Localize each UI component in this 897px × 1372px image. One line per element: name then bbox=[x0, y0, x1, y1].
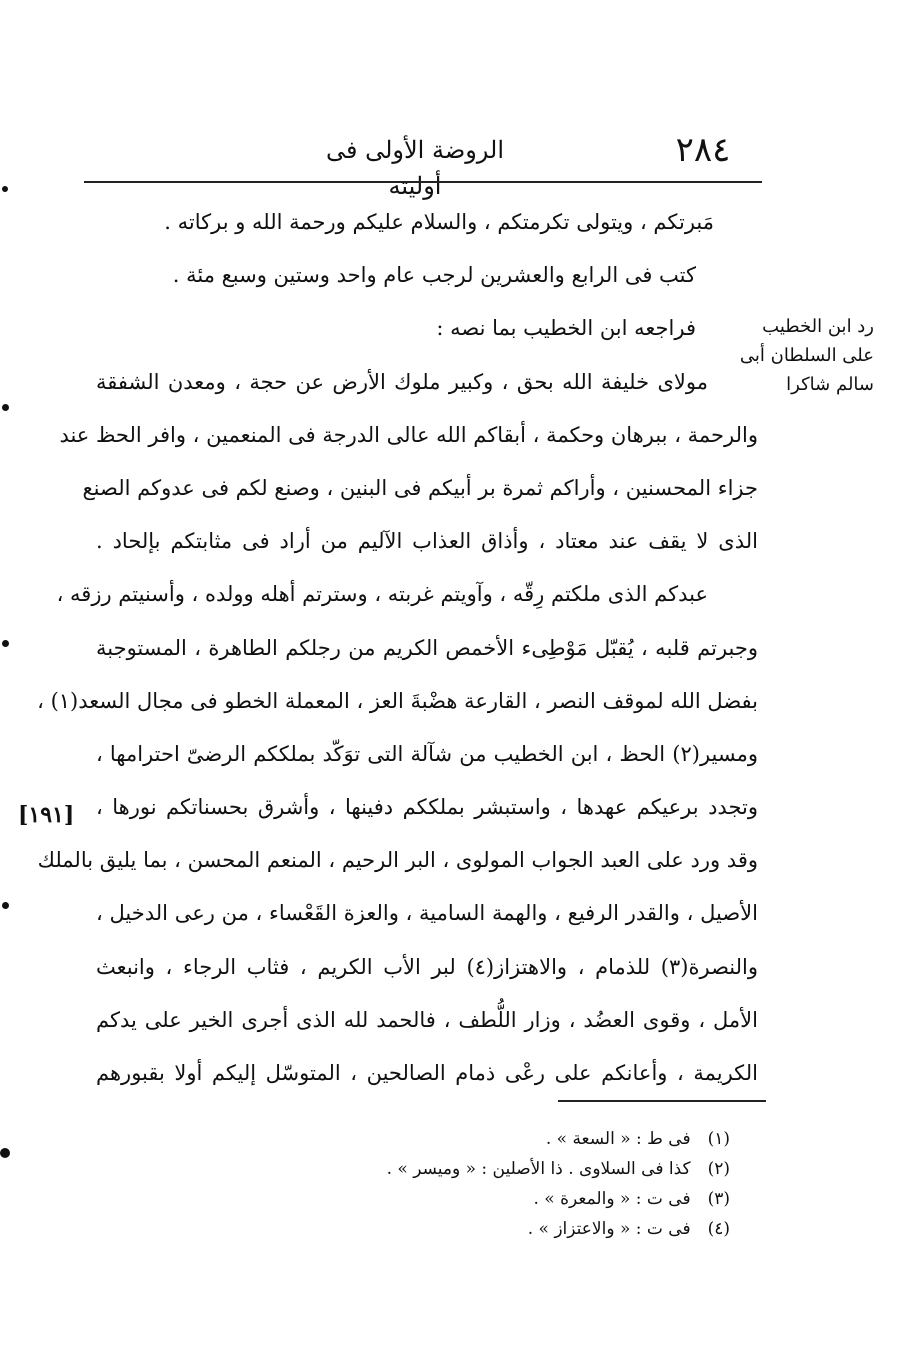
footnote-number: (٤) bbox=[707, 1219, 730, 1239]
header-rule bbox=[84, 181, 762, 183]
footnote bbox=[300, 1214, 730, 1244]
body-line: الذى لا يقف عند معتاد ، وأذاق العذاب الآليم من أراد فى مثابتكم بإلحاد . bbox=[96, 529, 758, 554]
body-line: عبدكم الذى ملكتم رِقّه ، وآويتم غربته ، وسترتم أهله وولده ، وأسنيتم رزقه ، bbox=[56, 582, 708, 607]
body-line: جزاء المحسنين ، وأراكم ثمرة بر أبيكم فى البنين ، وصنع لكم فى عدوكم الصنع bbox=[82, 475, 758, 500]
body-line: مولاى خليفة الله بحق ، وكبير ملوك الأرض عن حجة ، ومعدن الشفقة bbox=[96, 369, 708, 394]
body-line: وقد ورد على العبد الجواب المولوى ، البر الرحيم ، المنعم المحسن ، بما يليق بالملك bbox=[37, 848, 758, 873]
body-line: كتب فى الرابع والعشرين لرجب عام واحد وستين وسبع مئة . bbox=[172, 263, 696, 288]
footnote-number: (١) bbox=[707, 1129, 730, 1149]
body-line: والرحمة ، ببرهان وحكمة ، أبقاكم الله عالى الدرجة فى المنعمين ، وافر الحظ عند bbox=[59, 422, 758, 447]
footnote-text: فى ت : « والمعرة » . bbox=[533, 1189, 691, 1209]
folio-marker: [١٩١] bbox=[18, 802, 75, 828]
footnote bbox=[300, 1124, 730, 1154]
margin-note-line: رد ابن الخطيب bbox=[762, 316, 874, 337]
body-line: وتجدد برعيكم عهدها ، واستبشر بملككم دفينها ، وأشرق بحسناتكم نورها ، bbox=[96, 795, 758, 820]
footnote bbox=[300, 1184, 730, 1214]
body-line: الكريمة ، وأعانكم على رعْى ذمام الصالحين ، المتوسّل إليكم أولا بقبورهم bbox=[96, 1061, 758, 1085]
footnote-rule bbox=[558, 1100, 766, 1102]
footnote-text: فى ت : « والاعتزاز » . bbox=[527, 1219, 691, 1239]
scan-speck bbox=[2, 640, 9, 647]
scan-speck bbox=[0, 1148, 10, 1158]
scan-speck bbox=[2, 902, 9, 909]
footnote bbox=[300, 1154, 730, 1184]
body-line: ومسير(٢) الحظ ، ابن الخطيب من شآلة التى توَكّد بملككم الرضىّ احترامها ، bbox=[96, 741, 758, 766]
body-line: وجبرتم قلبه ، يُقبّل مَوْطِىء الأخمص الكريم من رجلكم الطاهرة ، المستوجبة bbox=[96, 635, 758, 660]
body-line: الأمل ، وقوى العضُد ، وزار اللُّطف ، فالحمد لله الذى أجرى الخير على يدكم bbox=[96, 1007, 758, 1032]
scan-speck bbox=[2, 186, 8, 192]
body-line: فراجعه ابن الخطيب بما نصه : bbox=[436, 316, 696, 341]
footnote-text: كذا فى السلاوى . ذا الأصلين : « وميسر » . bbox=[386, 1159, 691, 1179]
scan-speck bbox=[2, 404, 9, 411]
footnotes bbox=[300, 1124, 730, 1244]
body-line: والنصرة(٣) للذمام ، والاهتزاز(٤) لبر الأب الكريم ، فثاب الرجاء ، وانبعث bbox=[96, 954, 758, 979]
footnote-number: (٢) bbox=[707, 1159, 730, 1179]
body-line: الأصيل ، والقدر الرفيع ، والهمة السامية ، والعزة القَعْساء ، من رعى الدخيل ، bbox=[96, 901, 758, 926]
footnote-text: فى ط : « السعة » . bbox=[545, 1129, 691, 1149]
page-number: ٢٨٤ bbox=[675, 130, 731, 170]
margin-note bbox=[739, 312, 874, 399]
margin-note-line: سالم شاكرا bbox=[786, 374, 874, 395]
running-title: الروضة الأولى فى أوليته bbox=[325, 136, 505, 200]
footnote-number: (٣) bbox=[707, 1189, 730, 1209]
body-line: مَبرتكم ، ويتولى تكرمتكم ، والسلام عليكم ورحمة الله و بركاته . bbox=[164, 210, 714, 234]
body-line: بفضل الله لموقف النصر ، القارعة هضْبةَ العز ، المعملة الخطو فى مجال السعد(١) ، bbox=[37, 688, 758, 713]
margin-note-line: على السلطان أبى bbox=[739, 345, 874, 366]
